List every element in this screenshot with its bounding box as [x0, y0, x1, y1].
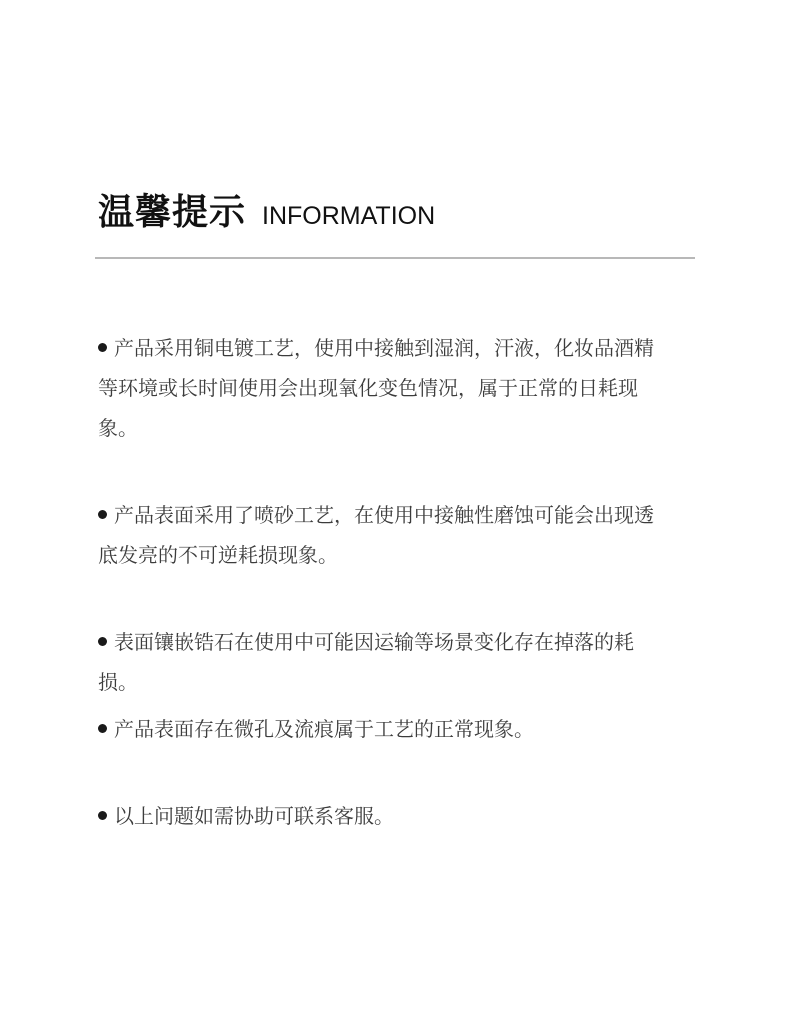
bullet-icon: [98, 343, 107, 352]
bullet-icon: [98, 724, 107, 733]
divider: [95, 257, 695, 259]
bullet-icon: [98, 637, 107, 646]
bullet-icon: [98, 510, 107, 519]
note-text: 表面镶嵌锆石在使用中可能因运输等场景变化存在掉落的耗损。: [98, 630, 634, 694]
note-text: 产品表面采用了喷砂工艺，在使用中接触性磨蚀可能会出现透底发亮的不可逆耗损现象。: [98, 503, 654, 567]
list-item: [98, 709, 668, 749]
note-text: 产品采用铜电镀工艺，使用中接触到湿润，汗液，化妆品酒精等环境或长时间使用会出现氧化变色情况，属于正常的日耗现象。: [98, 336, 654, 440]
note-text: 产品表面存在微孔及流痕属于工艺的正常现象。: [114, 717, 534, 741]
list-item: [98, 622, 668, 702]
header: [98, 184, 435, 235]
list-item: [98, 328, 668, 448]
list-item: [98, 796, 668, 836]
note-text: 以上问题如需协助可联系客服。: [114, 804, 394, 828]
list-item: [98, 495, 668, 575]
page-subtitle-en: INFORMATION: [262, 202, 436, 230]
bullet-icon: [98, 811, 107, 820]
page-title: 温馨提示: [98, 192, 247, 233]
